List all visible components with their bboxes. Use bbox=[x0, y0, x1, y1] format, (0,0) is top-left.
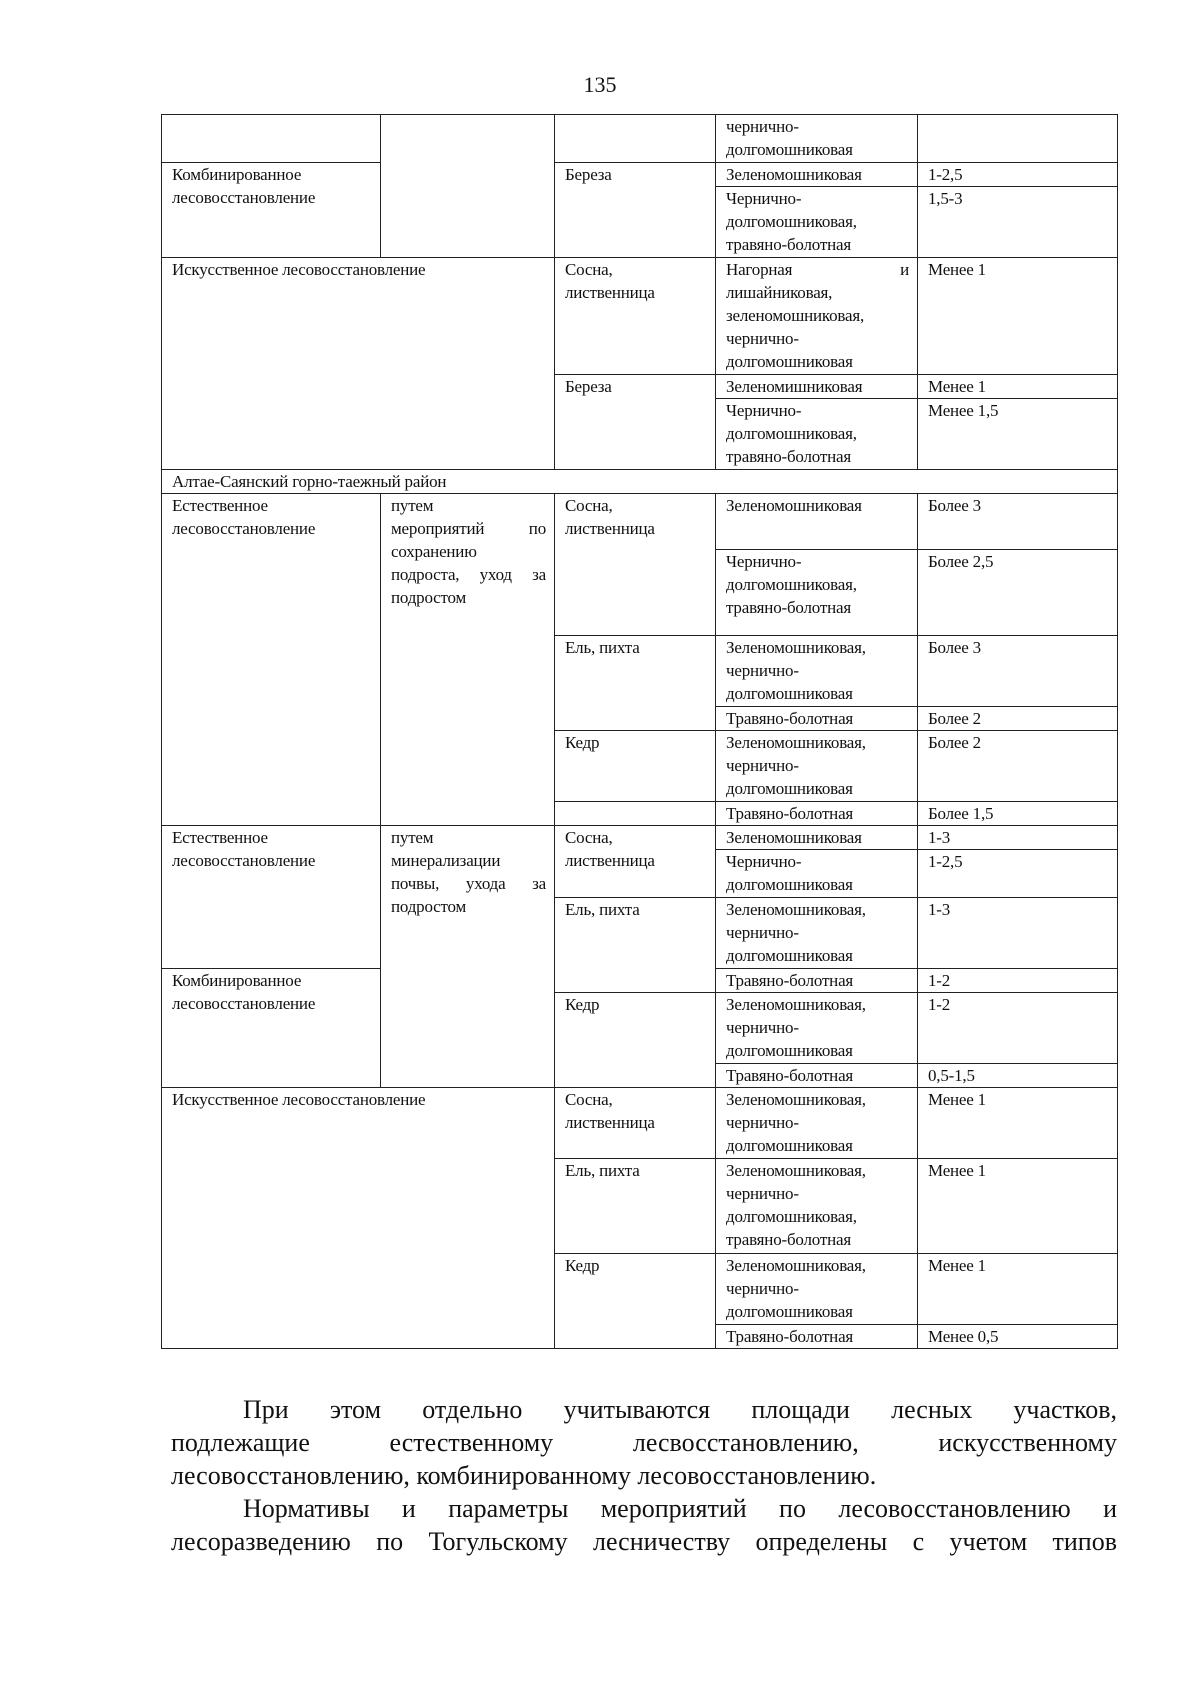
forest-type-cell: Зеленомишниковая bbox=[716, 375, 918, 399]
forest-type-cell: Травяно-болотная bbox=[716, 969, 918, 993]
species-cell: Сосна, лиственница bbox=[555, 1088, 716, 1159]
value-cell: Менее 1 bbox=[918, 1159, 1118, 1254]
method-way-cell: путем минерализации почвы, ухода за подростом bbox=[381, 826, 555, 1088]
species-cell: Ель, пихта bbox=[555, 1159, 716, 1254]
value-cell: Менее 1 bbox=[918, 1254, 1118, 1325]
value-cell: Более 2,5 bbox=[918, 550, 1118, 636]
table-cell bbox=[555, 802, 716, 826]
value-cell bbox=[918, 115, 1118, 163]
table-row bbox=[162, 470, 1118, 494]
forest-type-cell: Зеленомошниковая bbox=[716, 826, 918, 850]
forest-type-cell: Зеленомошниковая, чернично- долгомошниковая bbox=[716, 1088, 918, 1159]
forest-type-cell: Зеленомошниковая, чернично- долгомошниковая bbox=[716, 993, 918, 1064]
forest-type-cell: Зеленомошниковая, чернично- долгомошниковая bbox=[716, 636, 918, 707]
species-cell: Сосна, лиственница bbox=[555, 494, 716, 636]
species-cell: Сосна, лиственница bbox=[555, 258, 716, 375]
table-cell bbox=[162, 115, 381, 163]
value-cell: Менее 1 bbox=[918, 258, 1118, 375]
body-paragraph: При этом отдельно учитываются площади лесных участков, подлежащие естественному лесвосстановлению, искусственному лесовосстановлению, комбинированному лесовосстановлению. bbox=[171, 1395, 1117, 1490]
method-cell: Комбинированное лесовосстановление bbox=[162, 163, 381, 258]
table-row bbox=[162, 826, 1118, 850]
forest-type-cell: Травяно-болотная bbox=[716, 802, 918, 826]
method-cell: Комбинированное лесовосстановление bbox=[162, 969, 381, 1088]
value-cell: Более 2 bbox=[918, 731, 1118, 802]
value-cell: Более 3 bbox=[918, 636, 1118, 707]
species-cell: Береза bbox=[555, 163, 716, 258]
table-row bbox=[162, 115, 1118, 163]
species-cell: Кедр bbox=[555, 1254, 716, 1349]
value-cell: Менее 1 bbox=[918, 1088, 1118, 1159]
forest-type-cell: Травяно-болотная bbox=[716, 707, 918, 731]
method-cell: Естественное лесовосстановление bbox=[162, 494, 381, 826]
forest-type-cell: Чернично- долгомошниковая bbox=[716, 850, 918, 898]
value-cell: 1-2,5 bbox=[918, 850, 1118, 898]
value-cell: Менее 1 bbox=[918, 375, 1118, 399]
forest-type-cell: чернично- долгомошниковая bbox=[716, 115, 918, 163]
value-cell: 1-3 bbox=[918, 826, 1118, 850]
forest-type-cell: Зеленомошниковая, чернично- долгомошниковая bbox=[716, 1254, 918, 1325]
value-cell: Менее 0,5 bbox=[918, 1325, 1118, 1349]
species-cell: Кедр bbox=[555, 993, 716, 1088]
body-paragraph: Нормативы и параметры мероприятий по лесовосстановлению и лесоразведению по Тогульскому лесничеству определены с учетом типов bbox=[171, 1494, 1117, 1556]
forest-type-cell: Чернично- долгомошниковая, травяно-болотная bbox=[716, 399, 918, 470]
forest-type-cell: Зеленомошниковая, чернично- долгомошниковая bbox=[716, 898, 918, 969]
region-header-cell: Алтае-Саянский горно-таежный район bbox=[162, 470, 1118, 494]
species-cell: Ель, пихта bbox=[555, 898, 716, 993]
table-cell bbox=[555, 115, 716, 163]
forest-type-cell: Зеленомошниковая, чернично- долгомошниковая, травяно-болотная bbox=[716, 1159, 918, 1254]
value-cell: 1-2,5 bbox=[918, 163, 1118, 187]
species-cell: Береза bbox=[555, 375, 716, 470]
forest-type-cell: Зеленомошниковая bbox=[716, 163, 918, 187]
species-cell: Кедр bbox=[555, 731, 716, 802]
value-cell: Более 3 bbox=[918, 494, 1118, 550]
forest-type-cell: Зеленомошниковая bbox=[716, 494, 918, 550]
page-number: 135 bbox=[583, 72, 617, 97]
table-row bbox=[162, 258, 1118, 375]
table-cell bbox=[381, 115, 555, 258]
species-cell: Ель, пихта bbox=[555, 636, 716, 731]
method-cell: Искусственное лесовосстановление bbox=[162, 1088, 555, 1349]
table-row bbox=[162, 494, 1118, 550]
forest-type-cell: Чернично- долгомошниковая, травяно-болотная bbox=[716, 187, 918, 258]
value-cell: 1-2 bbox=[918, 993, 1118, 1064]
table-row bbox=[162, 163, 1118, 187]
forest-type-cell: Нагорная и лишайниковая, зеленомошниковая, чернично- долгомошниковая bbox=[716, 258, 918, 375]
value-cell: 0,5-1,5 bbox=[918, 1064, 1118, 1088]
forest-type-cell: Чернично- долгомошниковая, травяно-болотная bbox=[716, 550, 918, 636]
forest-type-cell: Травяно-болотная bbox=[716, 1064, 918, 1088]
value-cell: Более 1,5 bbox=[918, 802, 1118, 826]
forest-type-cell: Зеленомошниковая, чернично- долгомошниковая bbox=[716, 731, 918, 802]
method-cell: Естественное лесовосстановление bbox=[162, 826, 381, 969]
value-cell: Менее 1,5 bbox=[918, 399, 1118, 470]
species-cell: Сосна, лиственница bbox=[555, 826, 716, 898]
value-cell: Более 2 bbox=[918, 707, 1118, 731]
method-way-cell: путем мероприятий по сохранению подроста, уход за подростом bbox=[381, 494, 555, 826]
value-cell: 1-2 bbox=[918, 969, 1118, 993]
reforestation-table bbox=[161, 114, 1118, 1349]
forest-type-cell: Травяно-болотная bbox=[716, 1325, 918, 1349]
method-cell: Искусственное лесовосстановление bbox=[162, 258, 555, 470]
table-row bbox=[162, 1088, 1118, 1159]
value-cell: 1,5-3 bbox=[918, 187, 1118, 258]
value-cell: 1-3 bbox=[918, 898, 1118, 969]
